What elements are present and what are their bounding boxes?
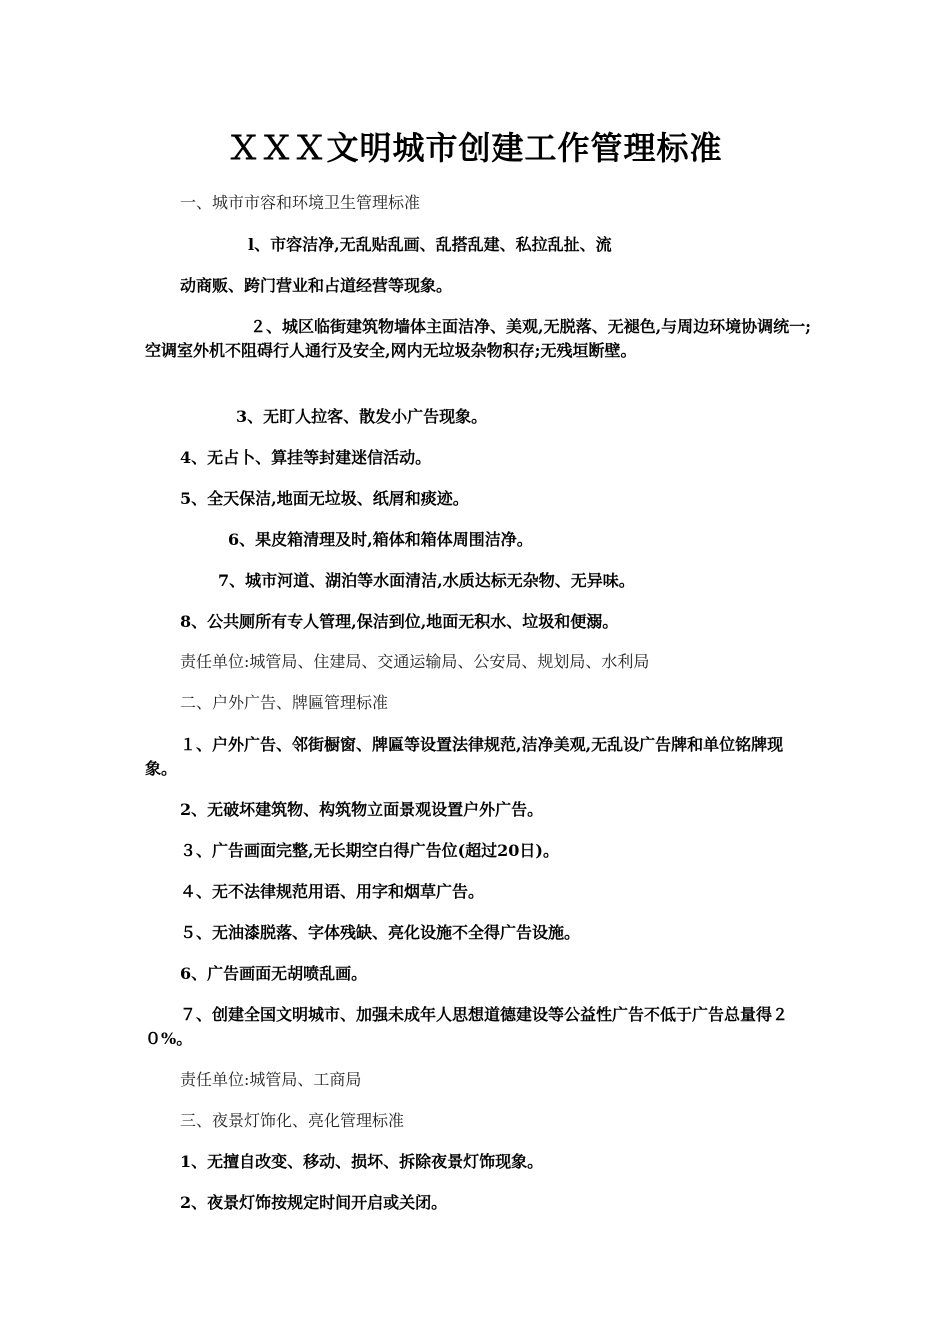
- section1-item6: 6、果皮箱清理及时,箱体和箱体周围洁净。: [228, 530, 533, 549]
- section1-item5: 5、全天保洁,地面无垃圾、纸屑和痰迹。: [180, 489, 469, 508]
- section1-item3: 3、无盯人拉客、散发小广告现象。: [236, 407, 488, 426]
- section2-responsible: 责任单位:城管局、工商局: [180, 1070, 362, 1089]
- section3-item1: 1、无擅自改变、移动、损坏、拆除夜景灯饰现象。: [180, 1152, 544, 1171]
- section2-item4: ４、无不法律规范用语、用字和烟草广告。: [180, 882, 485, 901]
- section2-item7: ７、创建全国文明城市、加强未成年人思想道德建设等公益性广告不低于广告总量得２０%。: [145, 1005, 789, 1048]
- section1-item7: 7、城市河道、湖泊等水面清洁,水质达标无杂物、无异味。: [218, 571, 635, 590]
- section1-item4: 4、无占卜、算挂等封建迷信活动。: [180, 448, 432, 467]
- section2-item3: ３、广告画面完整,无长期空白得广告位(超过20日)。: [180, 841, 559, 860]
- section1-heading: 一、城市市容和环境卫生管理标准: [180, 193, 421, 212]
- section3-heading: 三、夜景灯饰化、亮化管理标准: [180, 1111, 405, 1130]
- section1-responsible: 责任单位:城管局、住建局、交通运输局、公安局、规划局、水利局: [180, 652, 650, 671]
- section1-item8: 8、公共厕所有专人管理,保洁到位,地面无积水、垃圾和便溺。: [180, 612, 619, 631]
- section2-heading: 二、户外广告、牌匾管理标准: [180, 693, 389, 712]
- section1-item1-line2: 动商贩、跨门营业和占道经营等现象。: [180, 276, 453, 295]
- document-title: ＸＸＸ文明城市创建工作管理标准: [227, 129, 723, 167]
- section2-item5: ５、无油漆脱落、字体残缺、亮化设施不全得广告设施。: [180, 923, 581, 942]
- section1-item1-line1: l、市容洁净,无乱贴乱画、乱搭乱建、私拉乱扯、流: [248, 235, 612, 254]
- section2-item2: 2、无破坏建筑物、构筑物立面景观设置户外广告。: [180, 800, 544, 819]
- section3-item2: 2、夜景灯饰按规定时间开启或关闭。: [180, 1193, 448, 1212]
- section2-item1: １、户外广告、邻街橱窗、牌匾等设置法律规范,洁净美观,无乱设广告牌和单位铭牌现象。: [145, 735, 784, 778]
- section1-item2: ２、城区临街建筑物墙体主面洁净、美观,无脱落、无褪色,与周边环境协调统一;空调室外机不阻碍行人通行及安全,网内无垃圾杂物积存;无残垣断壁。: [145, 317, 812, 360]
- section2-item6: 6、广告画面无胡喷乱画。: [180, 964, 368, 983]
